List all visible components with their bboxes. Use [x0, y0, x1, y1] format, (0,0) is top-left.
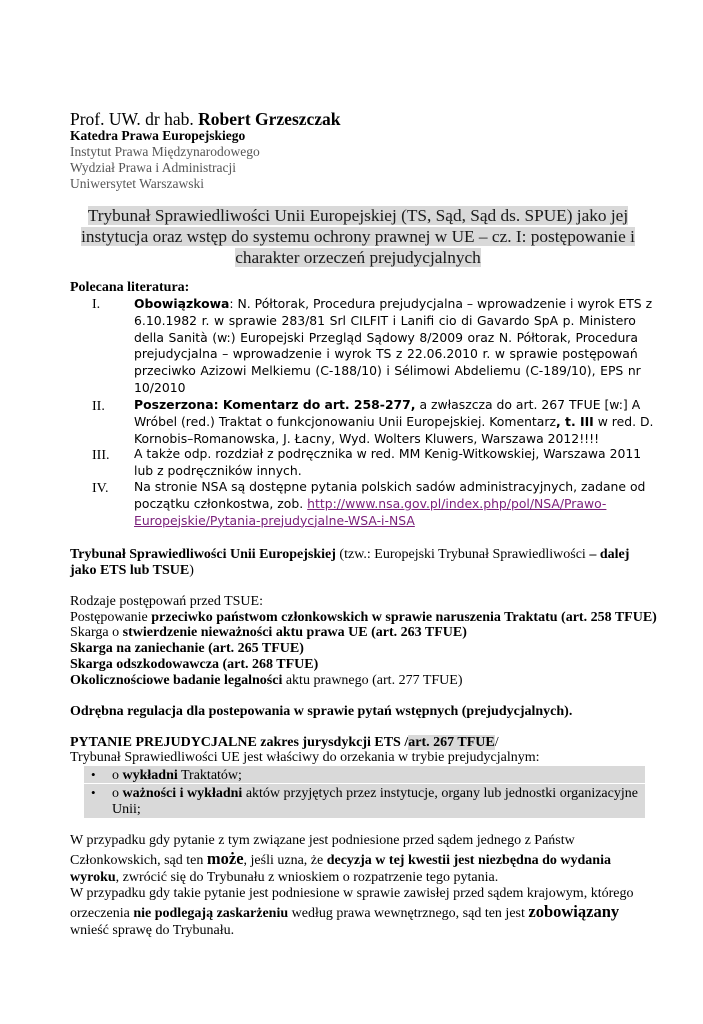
affiliation-university: Uniwersytet Warszawski [70, 176, 205, 191]
tsue-definition: Trybunał Sprawiedliwości Unii Europejskiej (tzw.: Europejski Trybunał Sprawiedliwości – dalej jako ETS lub TSUE) [70, 547, 630, 578]
proceedings-heading: Rodzaje postępowań przed TSUE: [70, 594, 263, 609]
author-prefix: Prof. UW. dr hab. [70, 109, 199, 129]
paragraph-2: W przypadku gdy takie pytanie jest podniesione w sprawie zawisłej przed sądem krajowym, którego orzeczenia nie podlegają zaskarżeniu według prawa wewnętrznego, sąd ten jest zobowiązany wnieść sprawę do Trybunału. [70, 886, 634, 938]
bullet-2-icon: • [91, 785, 96, 800]
affiliation-institute: Instytut Prawa Międzynarodowego [70, 144, 260, 159]
nsa-link[interactable]: http://www.nsa.gov.pl/index.php/pol/NSA/Prawo- [307, 495, 607, 511]
bullet-1-icon: • [91, 767, 96, 782]
literature-numeral-2: II. [92, 399, 105, 414]
separate-regulation: Odrębna regulacja dla postepowania w sprawie pytań wstępnych (prejudycjalnych). [70, 704, 573, 719]
bullet-1: o wykładni Traktatów; [112, 768, 242, 783]
literature-item-2-label: Poszerzona: Komentarz do art. 258-277, [134, 397, 416, 412]
preliminary-heading: PYTANIE PREJUDYCJALNE zakres jurysdykcji ETS /art. 267 TFUE/ [70, 735, 499, 750]
proceedings-list: Rodzaje postępowań przed TSUE: Postępowanie przeciwko państwom członkowskich w sprawie naruszenia Traktatu (art. 258 TFUE) Skarga o stwierdzenie nieważności aktu prawa UE (art. 263 TFUE) Skarga na zaniechanie (art. 265 TFUE) Skarga odszkodowawcza (art. 268 TFUE) Okolicznościowe badanie legalności aktu prawnego (art. 277 TFUE) [70, 594, 670, 688]
literature-item-1-label: Obowiązkowa [134, 296, 230, 311]
literature-item-1: Obowiązkowa: N. Półtorak, Procedura prejudycjalna – wprowadzenie i wyrok ETS z 6.10.1982 r. w sprawie 283/81 Srl CILFIT i Lanifi cio di Gavardo SpA p. Ministero della Sanità (w:) Europejski Przegląd Sądowy 8/2009 oraz N. Półtorak, Procedura prejudycjalna – wprowadzenie i wyrok TS z 22.06.2010 r. w sprawie postępowań przeciwko Azizowi Melkiemu (C-188/10) i Sélimowi Abdeliemu (C-189/10), EPS nr 10/2010 [134, 296, 653, 395]
literature-item-3: A także odp. rozdział z podręcznika w red. MM Kenig-Witkowskiej, Warszawa 2011 lub z podręczników innych. [134, 446, 642, 478]
literature-numeral-1: I. [92, 297, 101, 312]
paragraph-1: W przypadku gdy pytanie z tym związane jest podniesione przed sądem jednego z Państw Członkowskich, sąd ten może, jeśli uzna, że decyzja w tej kwestii jest niezbędna do wydania wyroku, zwrócić się do Trybunału z wnioskiem o rozpatrzenie tego pytania. [70, 833, 611, 885]
literature-heading: Polecana literatura: [70, 280, 190, 295]
author-line [70, 108, 341, 130]
affiliation-department: Katedra Prawa Europejskiego [70, 128, 246, 143]
preliminary-intro: Trybunał Sprawiedliwości UE jest właściwy do orzekania w trybie prejudycjalnym: [70, 750, 540, 765]
title-line-3: charakter orzeczeń prejudycjalnych [235, 248, 481, 267]
nsa-link-continued[interactable]: Europejskie/Pytania-prejudycjalne-WSA-i-NSA [134, 512, 415, 528]
literature-item-2: Poszerzona: Komentarz do art. 258-277, a zwłaszcza do art. 267 TFUE [w:] A Wróbel (red.) Traktat o funkcjonowaniu Unii Europejskiej. Komentarz, t. III w red. D. Kornobis–Romanowska, J. Łacny, Wyd. Wolters Kluwers, Warszawa 2012!!!! [134, 397, 654, 446]
literature-numeral-4: IV. [92, 481, 109, 496]
title-line-2: instytucja oraz wstęp do systemu ochrony prawnej w UE – cz. I: postępowanie i [81, 227, 635, 246]
document-title [78, 205, 638, 268]
bullet-2: o ważności i wykładni aktów przyjętych przez instytucje, organy lub jednostki organizacyjne Unii; [112, 786, 638, 817]
literature-item-4: Na stronie NSA są dostępne pytania polskich sadów administracyjnych, zadane od początku członkostwa, zob. http://www.nsa.gov.pl/index.php/pol/NSA/Prawo- Europejskie/Pytania-prejudycjalne-WSA-i-NSA [134, 479, 646, 528]
literature-numeral-3: III. [92, 448, 110, 463]
title-line-1: Trybunał Sprawiedliwości Unii Europejskiej (TS, Sąd, Sąd ds. SPUE) jako jej [87, 206, 629, 225]
author-name: Robert Grzeszczak [198, 109, 341, 129]
affiliation-faculty: Wydział Prawa i Administracji [70, 160, 237, 175]
